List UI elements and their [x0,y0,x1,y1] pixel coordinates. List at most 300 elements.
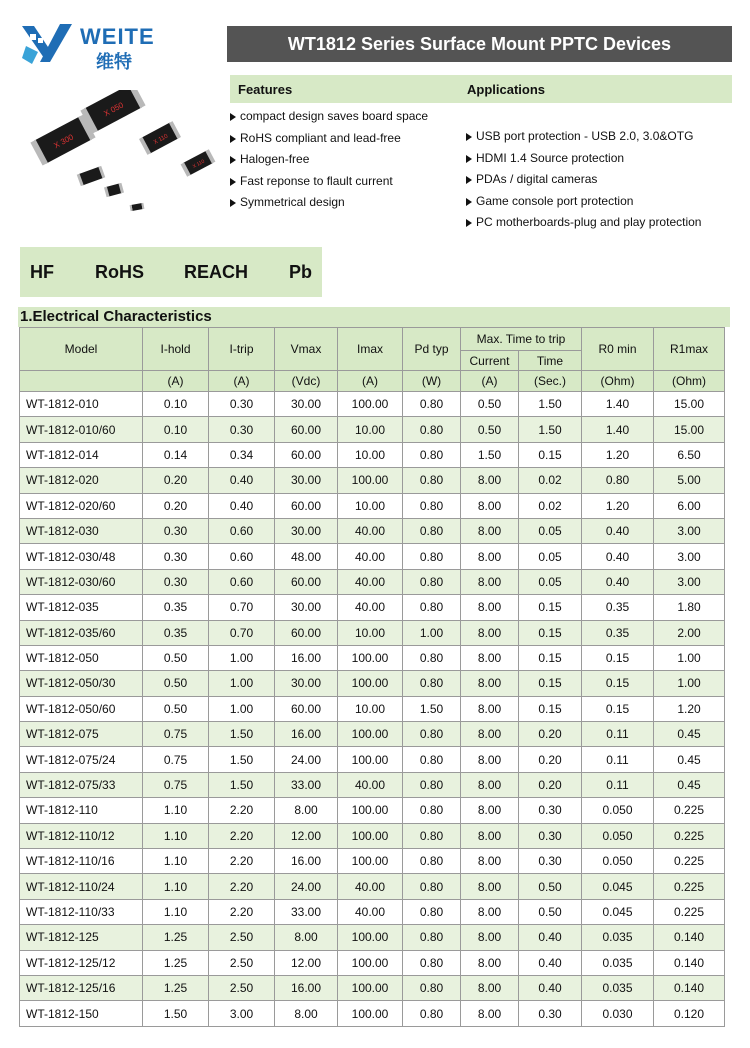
table-cell: 0.80 [403,747,461,772]
svg-text:X 110: X 110 [152,133,170,146]
table-cell: 0.30 [519,798,582,823]
table-cell: 0.80 [403,595,461,620]
table-row [20,442,725,467]
table-cell: 2.20 [209,899,275,924]
table-cell: 8.00 [461,874,519,899]
table-cell: 0.40 [519,950,582,975]
table-cell: 6.00 [654,493,725,518]
table-cell: 5.00 [654,468,725,493]
table-cell: 0.50 [461,417,519,442]
table-cell: 0.20 [143,493,209,518]
table-row [20,950,725,975]
bullet-arrow-icon [466,176,472,184]
table-cell: 0.225 [654,849,725,874]
unit-r0: (Ohm) [582,371,654,392]
document-title: WT1812 Series Surface Mount PPTC Devices [227,26,732,62]
chip-large-top [80,90,145,134]
table-cell: 0.80 [403,493,461,518]
applications-heading: Applications [467,82,546,97]
table-cell: 0.11 [582,722,654,747]
table-cell: 60.00 [275,620,338,645]
table-cell: 1.25 [143,925,209,950]
table-cell: 2.50 [209,950,275,975]
table-cell: 0.30 [519,849,582,874]
cell-model: WT-1812-125/16 [20,975,143,1000]
table-cell: 0.80 [403,392,461,417]
table-cell: 0.11 [582,772,654,797]
cell-model: WT-1812-020/60 [20,493,143,518]
table-cell: 15.00 [654,417,725,442]
table-cell: 0.15 [519,696,582,721]
unit-itrip: (A) [209,371,275,392]
table-cell: 8.00 [461,645,519,670]
table-cell: 16.00 [275,722,338,747]
table-cell: 1.50 [143,1001,209,1026]
table-row [20,925,725,950]
table-cell: 3.00 [654,518,725,543]
table-cell: 0.75 [143,722,209,747]
table-cell: 30.00 [275,671,338,696]
cell-model: WT-1812-110/12 [20,823,143,848]
table-cell: 30.00 [275,392,338,417]
table-cell: 0.035 [582,925,654,950]
header-imax: Imax [338,328,403,371]
cell-model: WT-1812-110 [20,798,143,823]
compliance-rohs: RoHS [95,262,144,282]
unit-pd: (W) [403,371,461,392]
unit-time: (Sec.) [519,371,582,392]
table-cell: 1.20 [582,442,654,467]
table-cell: 12.00 [275,950,338,975]
cell-model: WT-1812-010/60 [20,417,143,442]
cell-model: WT-1812-125/12 [20,950,143,975]
table-cell: 0.035 [582,950,654,975]
table-cell: 100.00 [338,798,403,823]
table-cell: 3.00 [209,1001,275,1026]
table-cell: 0.80 [403,518,461,543]
table-cell: 0.80 [403,798,461,823]
table-cell: 0.35 [582,620,654,645]
table-cell: 100.00 [338,747,403,772]
table-cell: 100.00 [338,392,403,417]
table-cell: 8.00 [461,671,519,696]
application-item: PC motherboards-plug and play protection [466,212,701,234]
cell-model: WT-1812-035 [20,595,143,620]
bullet-arrow-icon [230,199,236,207]
table-cell: 0.11 [582,747,654,772]
application-item: PDAs / digital cameras [466,169,701,191]
table-row [20,722,725,747]
table-cell: 0.80 [403,1001,461,1026]
table-cell: 1.10 [143,798,209,823]
table-cell: 0.34 [209,442,275,467]
table-cell: 2.20 [209,874,275,899]
table-cell: 0.15 [582,645,654,670]
cell-model: WT-1812-050 [20,645,143,670]
table-row [20,595,725,620]
bullet-arrow-icon [230,178,236,186]
unit-blank [20,371,143,392]
table-row [20,849,725,874]
table-cell: 3.00 [654,544,725,569]
table-cell: 0.10 [143,417,209,442]
compliance-box [20,247,322,297]
table-cell: 60.00 [275,442,338,467]
table-cell: 15.00 [654,392,725,417]
table-cell: 0.60 [209,518,275,543]
table-cell: 40.00 [338,899,403,924]
table-cell: 40.00 [338,874,403,899]
feature-item: compact design saves board space [230,106,428,128]
cell-model: WT-1812-030 [20,518,143,543]
table-row [20,696,725,721]
table-cell: 0.225 [654,798,725,823]
table-cell: 8.00 [275,798,338,823]
table-cell: 0.50 [519,899,582,924]
table-cell: 8.00 [461,798,519,823]
cell-model: WT-1812-050/60 [20,696,143,721]
table-cell: 2.00 [654,620,725,645]
table-cell: 1.50 [403,696,461,721]
header-max-time-to-trip: Max. Time to trip [461,328,582,351]
table-cell: 0.20 [519,722,582,747]
table-cell: 10.00 [338,442,403,467]
table-cell: 0.40 [582,569,654,594]
header-time: Time [519,351,582,371]
table-cell: 100.00 [338,1001,403,1026]
table-cell: 1.40 [582,392,654,417]
table-cell: 0.30 [143,518,209,543]
table-cell: 8.00 [461,772,519,797]
cell-model: WT-1812-075/24 [20,747,143,772]
table-cell: 0.30 [143,544,209,569]
table-cell: 0.35 [582,595,654,620]
table-cell: 0.80 [403,442,461,467]
table-cell: 8.00 [461,696,519,721]
table-cell: 0.05 [519,544,582,569]
header-itrip: I-trip [209,328,275,371]
table-cell: 1.00 [654,645,725,670]
table-cell: 8.00 [461,925,519,950]
table-cell: 0.75 [143,747,209,772]
table-row [20,823,725,848]
features-applications-header [230,75,732,103]
header-pd: Pd typ [403,328,461,371]
header-current: Current [461,351,519,371]
table-row [20,544,725,569]
table-cell: 1.50 [519,417,582,442]
table-cell: 1.50 [461,442,519,467]
table-cell: 6.50 [654,442,725,467]
table-cell: 24.00 [275,747,338,772]
chip-medium [139,121,181,155]
table-cell: 0.02 [519,468,582,493]
cell-model: WT-1812-014 [20,442,143,467]
cell-model: WT-1812-110/16 [20,849,143,874]
table-cell: 0.15 [582,671,654,696]
table-cell: 0.050 [582,823,654,848]
unit-current: (A) [461,371,519,392]
compliance-hf: HF [30,262,54,282]
table-row [20,493,725,518]
table-cell: 100.00 [338,468,403,493]
table-row [20,975,725,1000]
table-cell: 8.00 [275,925,338,950]
table-cell: 0.50 [143,671,209,696]
table-row [20,417,725,442]
table-cell: 0.80 [403,544,461,569]
table-cell: 40.00 [338,772,403,797]
table-cell: 0.225 [654,874,725,899]
feature-item: RoHS compliant and lead-free [230,128,428,150]
table-cell: 1.00 [403,620,461,645]
table-cell: 0.140 [654,950,725,975]
table-cell: 1.50 [209,722,275,747]
table-cell: 0.120 [654,1001,725,1026]
table-cell: 0.050 [582,849,654,874]
table-cell: 16.00 [275,975,338,1000]
table-cell: 0.225 [654,823,725,848]
table-cell: 12.00 [275,823,338,848]
table-cell: 60.00 [275,696,338,721]
logo-mark-icon [20,22,74,68]
table-cell: 8.00 [461,1001,519,1026]
table-cell: 0.80 [403,772,461,797]
table-cell: 0.80 [403,645,461,670]
table-cell: 0.20 [519,772,582,797]
cell-model: WT-1812-150 [20,1001,143,1026]
table-row [20,645,725,670]
table-cell: 10.00 [338,493,403,518]
table-cell: 0.45 [654,722,725,747]
table-row [20,468,725,493]
table-cell: 0.80 [403,950,461,975]
table-cell: 0.15 [519,645,582,670]
table-cell: 0.40 [209,493,275,518]
table-cell: 60.00 [275,417,338,442]
table-cell: 0.50 [143,645,209,670]
feature-item: Halogen-free [230,149,428,171]
chip-small-left [77,166,106,186]
table-cell: 0.40 [582,518,654,543]
table-cell: 0.40 [582,544,654,569]
table-cell: 0.15 [519,671,582,696]
cell-model: WT-1812-075 [20,722,143,747]
table-cell: 0.40 [519,975,582,1000]
table-cell: 0.02 [519,493,582,518]
table-cell: 0.050 [582,798,654,823]
bullet-arrow-icon [466,133,472,141]
table-cell: 8.00 [461,849,519,874]
table-cell: 8.00 [461,569,519,594]
table-cell: 30.00 [275,468,338,493]
table-cell: 0.80 [403,899,461,924]
unit-vmax: (Vdc) [275,371,338,392]
table-cell: 0.60 [209,544,275,569]
table-cell: 0.140 [654,925,725,950]
table-cell: 1.25 [143,950,209,975]
table-cell: 48.00 [275,544,338,569]
header-model: Model [20,328,143,371]
table-cell: 0.80 [403,722,461,747]
table-cell: 8.00 [461,722,519,747]
table-row [20,1001,725,1026]
table-cell: 0.70 [209,620,275,645]
table-cell: 0.40 [209,468,275,493]
table-cell: 0.045 [582,899,654,924]
table-cell: 1.25 [143,975,209,1000]
chip-small-right [181,149,216,176]
table-cell: 100.00 [338,849,403,874]
table-cell: 60.00 [275,493,338,518]
unit-ihold: (A) [143,371,209,392]
feature-item: Symmetrical design [230,192,428,214]
application-item: USB port protection - USB 2.0, 3.0&OTG [466,126,701,148]
table-cell: 8.00 [461,518,519,543]
chip-tiny-2 [130,203,145,211]
table-cell: 100.00 [338,925,403,950]
table-cell: 100.00 [338,645,403,670]
cell-model: WT-1812-030/60 [20,569,143,594]
table-cell: 0.40 [519,925,582,950]
table-cell: 2.20 [209,823,275,848]
table-cell: 0.15 [582,696,654,721]
logo-brand-en: WEITE [80,24,155,49]
table-cell: 10.00 [338,417,403,442]
table-cell: 1.00 [209,671,275,696]
table-cell: 0.30 [519,823,582,848]
application-item: HDMI 1.4 Source protection [466,148,701,170]
table-cell: 100.00 [338,975,403,1000]
table-cell: 1.00 [209,696,275,721]
table-cell: 0.225 [654,899,725,924]
table-cell: 24.00 [275,874,338,899]
table-cell: 1.10 [143,849,209,874]
table-row [20,899,725,924]
svg-text:X 050: X 050 [102,100,126,119]
compliance-reach: REACH [184,262,249,282]
table-cell: 60.00 [275,569,338,594]
table-cell: 3.00 [654,569,725,594]
table-row [20,518,725,543]
electrical-characteristics-table [19,327,725,1027]
table-cell: 33.00 [275,899,338,924]
table-cell: 100.00 [338,950,403,975]
cell-model: WT-1812-010 [20,392,143,417]
chip-tiny-1 [104,183,124,197]
table-cell: 0.50 [461,392,519,417]
cell-model: WT-1812-035/60 [20,620,143,645]
cell-model: WT-1812-110/24 [20,874,143,899]
table-cell: 0.15 [519,620,582,645]
feature-item: Fast reponse to flault current [230,171,428,193]
table-cell: 0.35 [143,595,209,620]
bullet-arrow-icon [230,135,236,143]
table-body [20,392,725,1027]
cell-model: WT-1812-030/48 [20,544,143,569]
table-cell: 33.00 [275,772,338,797]
table-cell: 2.20 [209,798,275,823]
unit-imax: (A) [338,371,403,392]
bullet-arrow-icon [230,156,236,164]
section-title: 1.Electrical Characteristics [18,307,730,327]
table-cell: 8.00 [461,950,519,975]
table-cell: 0.15 [519,595,582,620]
table-cell: 10.00 [338,696,403,721]
table-cell: 40.00 [338,569,403,594]
table-cell: 0.80 [403,925,461,950]
cell-model: WT-1812-125 [20,925,143,950]
table-row [20,874,725,899]
table-cell: 0.80 [403,823,461,848]
table-cell: 0.10 [143,392,209,417]
cell-model: WT-1812-020 [20,468,143,493]
table-cell: 0.80 [403,874,461,899]
table-cell: 0.05 [519,518,582,543]
table-cell: 2.50 [209,925,275,950]
svg-text:X 300: X 300 [52,132,76,151]
table-cell: 0.45 [654,747,725,772]
applications-list [466,126,701,234]
bullet-arrow-icon [466,219,472,227]
table-cell: 1.10 [143,874,209,899]
table-cell: 0.20 [519,747,582,772]
table-cell: 1.40 [582,417,654,442]
features-heading: Features [238,82,293,97]
bullet-arrow-icon [466,155,472,163]
header-ihold: I-hold [143,328,209,371]
svg-text:X 110: X 110 [191,158,206,170]
table-cell: 0.80 [582,468,654,493]
product-chips-image [25,90,225,220]
table-cell: 1.80 [654,595,725,620]
company-logo [20,22,155,72]
chip-large-left [30,114,95,165]
table-cell: 0.50 [143,696,209,721]
table-cell: 1.00 [209,645,275,670]
table-cell: 0.75 [143,772,209,797]
logo-brand-cn: 维特 [96,52,132,72]
table-cell: 1.50 [519,392,582,417]
table-cell: 0.30 [519,1001,582,1026]
table-cell: 0.60 [209,569,275,594]
table-cell: 0.140 [654,975,725,1000]
table-cell: 1.50 [209,772,275,797]
table-cell: 100.00 [338,823,403,848]
table-cell: 8.00 [275,1001,338,1026]
compliance-pb: Pb [289,262,313,282]
table-row [20,569,725,594]
unit-r1: (Ohm) [654,371,725,392]
table-cell: 8.00 [461,468,519,493]
bullet-arrow-icon [230,113,236,121]
table-row [20,747,725,772]
table-cell: 0.30 [209,417,275,442]
bullet-arrow-icon [466,198,472,206]
table-cell: 0.45 [654,772,725,797]
table-row [20,671,725,696]
cell-model: WT-1812-075/33 [20,772,143,797]
table-cell: 1.50 [209,747,275,772]
table-cell: 100.00 [338,671,403,696]
table-cell: 40.00 [338,518,403,543]
table-cell: 8.00 [461,595,519,620]
table-cell: 1.20 [654,696,725,721]
application-item: Game console port protection [466,191,701,213]
table-cell: 1.10 [143,899,209,924]
table-cell: 0.50 [519,874,582,899]
table-cell: 0.80 [403,975,461,1000]
